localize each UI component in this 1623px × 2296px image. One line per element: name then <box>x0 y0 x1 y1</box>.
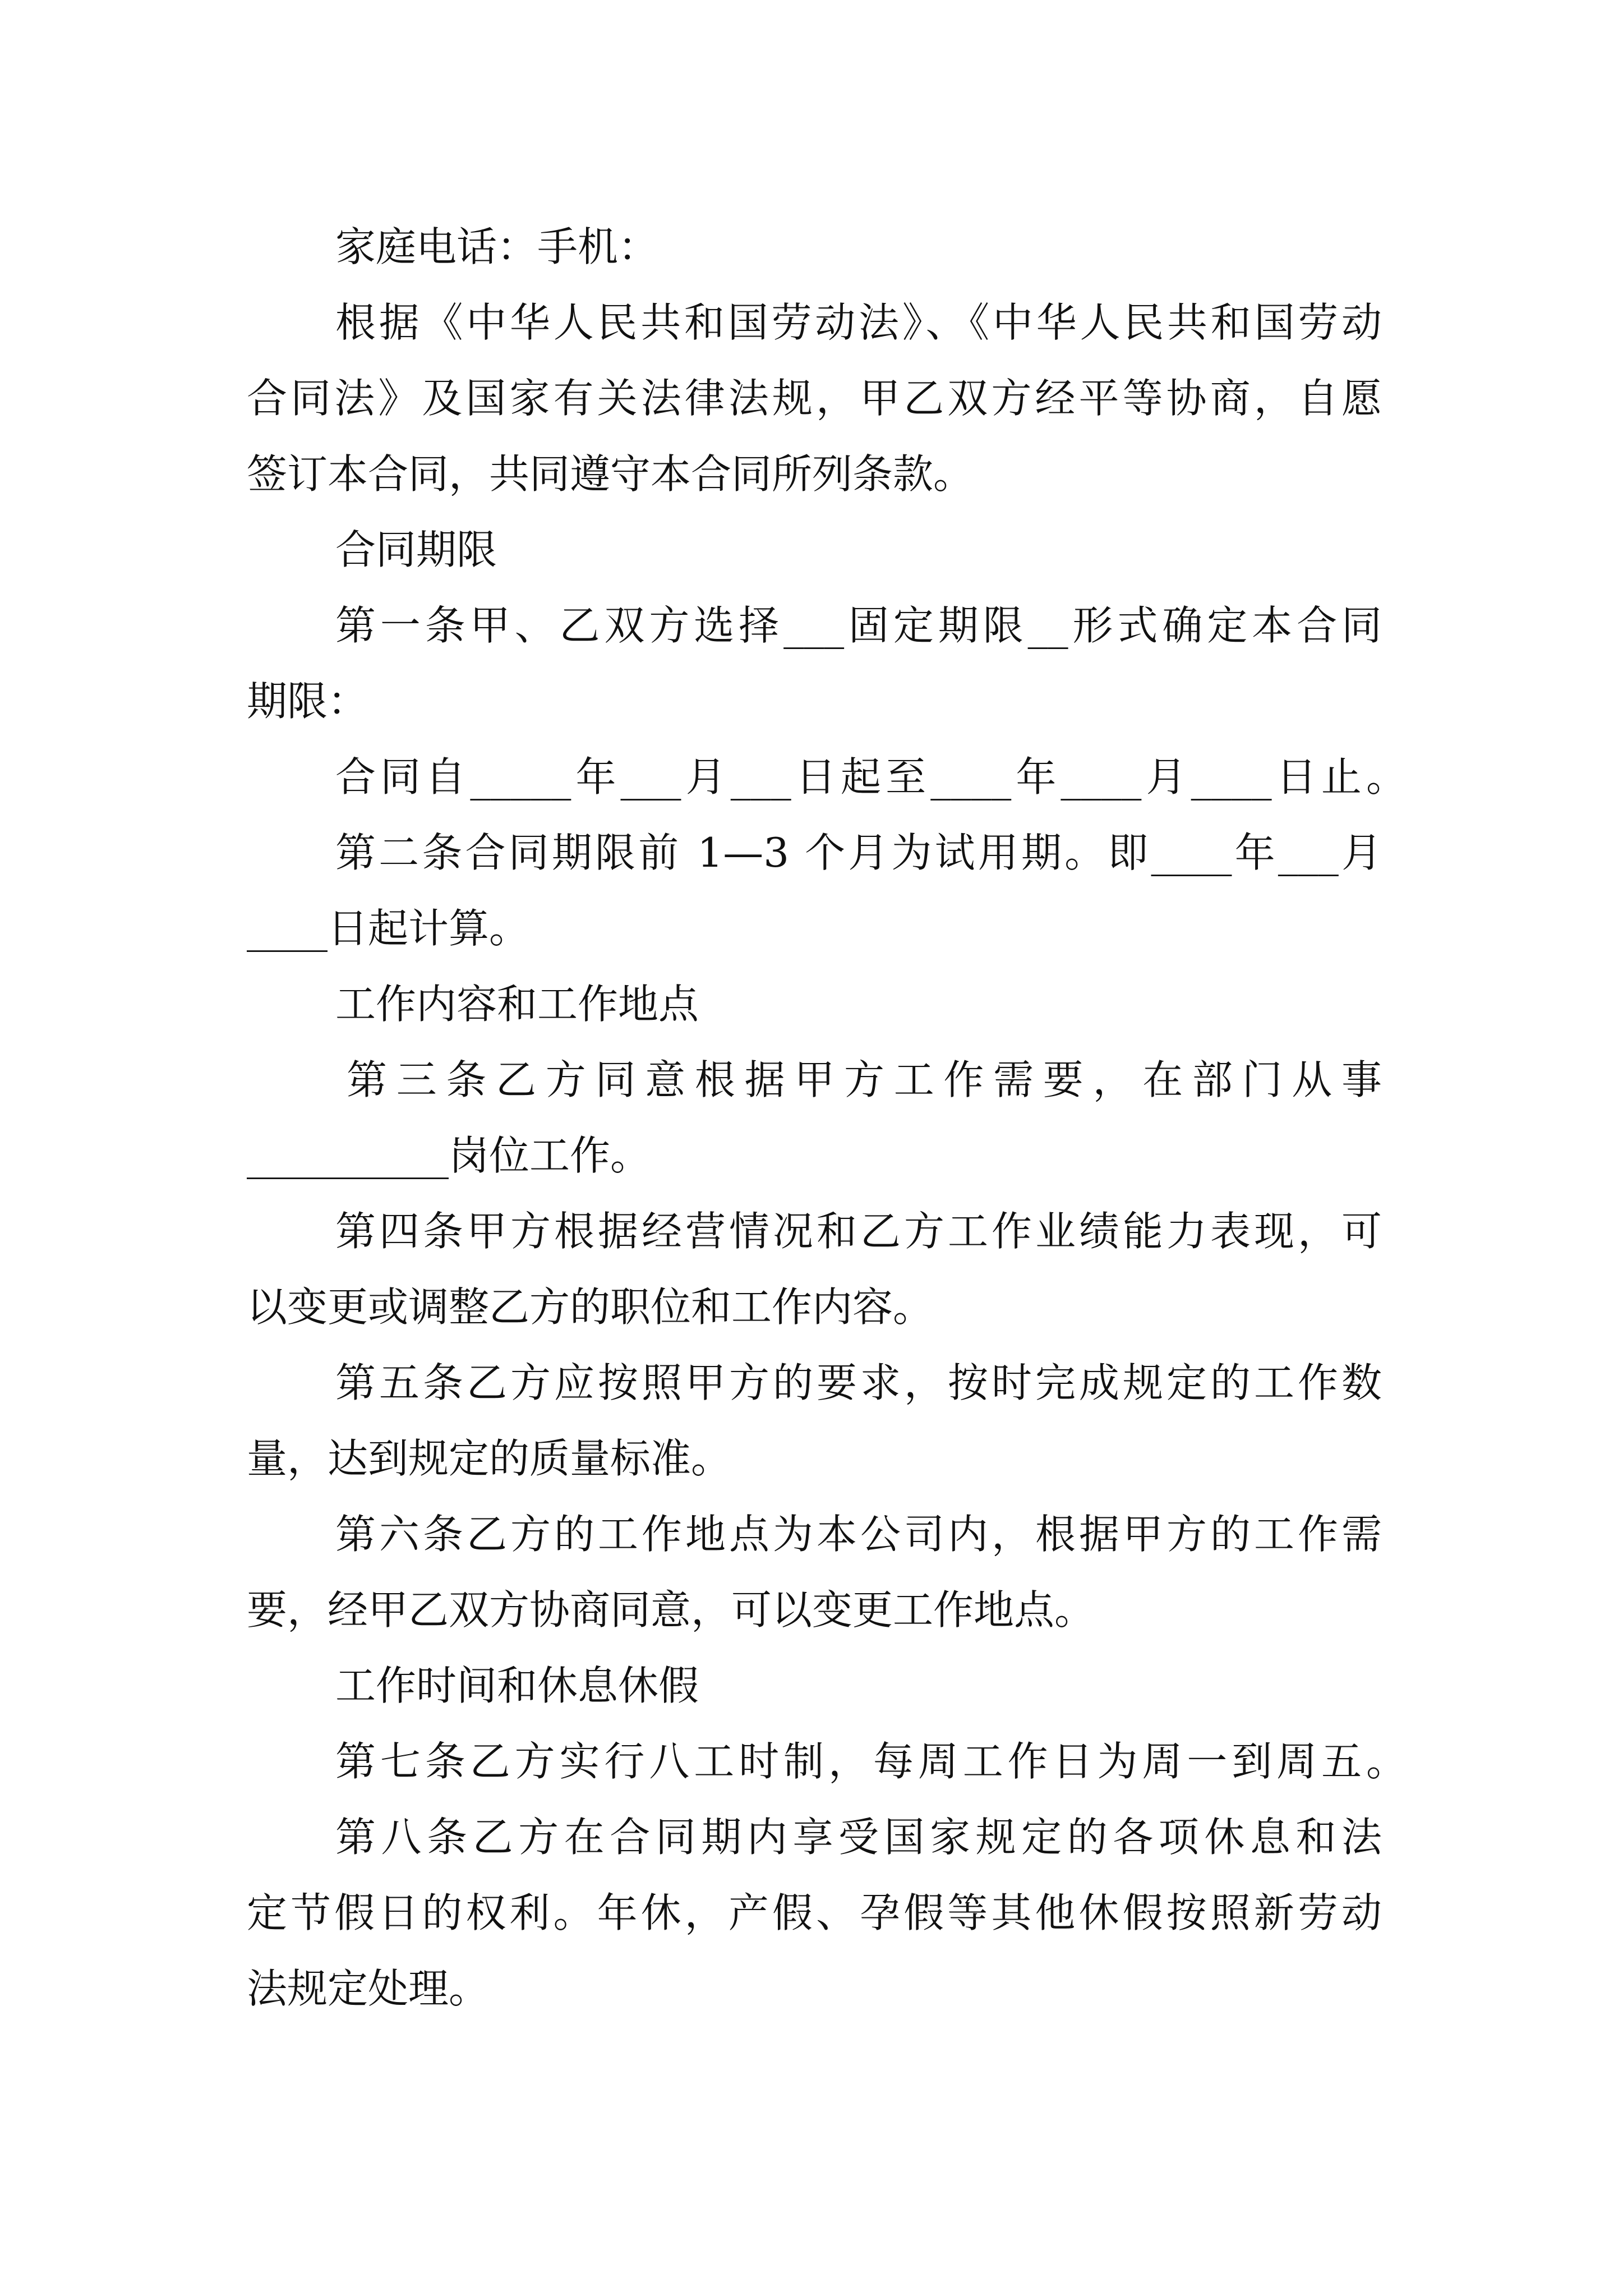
paragraph-line: 第五条乙方应按照甲方的要求，按时完成规定的工作数 <box>335 1359 1382 1406</box>
paragraph-line: 合同自_____年___月___日起至____年____月____日止。 <box>335 753 1407 800</box>
section-heading-work-content: 工作内容和工作地点 <box>335 981 699 1028</box>
section-heading-work-hours: 工作时间和休息休假 <box>335 1662 699 1709</box>
paragraph-line: 量，达到规定的质量标准。 <box>247 1435 732 1482</box>
paragraph-line: 签订本合同，共同遵守本合同所列条款。 <box>247 450 974 498</box>
paragraph-line: __________岗位工作。 <box>247 1132 651 1179</box>
paragraph-line: 第六条乙方的工作地点为本公司内，根据甲方的工作需 <box>335 1511 1382 1558</box>
paragraph-line: 第七条乙方实行八工时制，每周工作日为周一到周五。 <box>335 1738 1407 1785</box>
paragraph-line: 第二条合同期限前 1—3 个月为试用期。即____年___月 <box>335 829 1382 876</box>
paragraph-line: 第三条乙方同意根据甲方工作需要，在部门从事 <box>347 1056 1382 1103</box>
paragraph-line: 根据《中华人民共和国劳动法》、《中华人民共和国劳动 <box>335 299 1382 346</box>
paragraph-line: ____日起计算。 <box>247 905 530 952</box>
paragraph-line: 定节假日的权利。年休，产假、孕假等其他休假按照新劳动 <box>247 1889 1382 1936</box>
paragraph-line: 要，经甲乙双方协商同意，可以变更工作地点。 <box>247 1586 1095 1634</box>
paragraph-line: 合同法》及国家有关法律法规，甲乙双方经平等协商，自愿 <box>247 375 1382 422</box>
paragraph-line: 第八条乙方在合同期内享受国家规定的各项休息和法 <box>335 1814 1382 1861</box>
section-heading-contract-term: 合同期限 <box>335 526 497 573</box>
paragraph-line: 第一条甲、乙双方选择___固定期限__形式确定本合同 <box>335 602 1382 649</box>
contact-phone-line: 家庭电话：手机： <box>335 223 659 270</box>
paragraph-line: 期限： <box>247 678 368 725</box>
paragraph-line: 法规定处理。 <box>247 1965 490 2012</box>
paragraph-line: 以变更或调整乙方的职位和工作内容。 <box>247 1283 934 1331</box>
paragraph-line: 第四条甲方根据经营情况和乙方工作业绩能力表现，可 <box>335 1208 1382 1255</box>
